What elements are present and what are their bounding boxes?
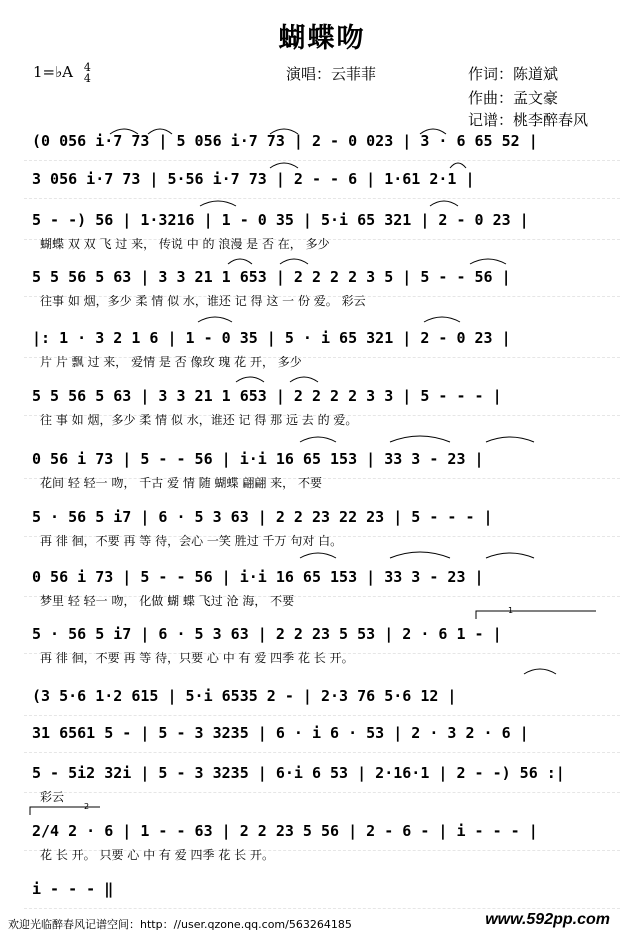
singer-credit: 演唱：云菲菲 bbox=[286, 65, 377, 83]
notation-row: 5 5 56 5 63 | 3 3 21 1 653 | 2 2 2 2 3 3 | 5 - - - | bbox=[32, 387, 502, 405]
row-guide bbox=[24, 160, 620, 161]
notation-row: 0 56 i 73 | 5 - - 56 | i·i 16 65 153 | 33 3 - 23 | bbox=[32, 568, 484, 586]
notation-row: 5 · 56 5 i7 | 6 · 5 3 63 | 2 2 23 22 23 | 5 - - - | bbox=[32, 508, 493, 526]
lyricist-credit: 作词：陈道斌 bbox=[468, 65, 559, 83]
notation-row: 0 56 i 73 | 5 - - 56 | i·i 16 65 153 | 33 3 - 23 | bbox=[32, 450, 484, 468]
lyric-row: 片 片 飘 过 来， 爱情 是 否 像玫 瑰 花 开， 多少 bbox=[40, 355, 302, 369]
row-guide bbox=[24, 752, 620, 753]
notation-row: 5 · 56 5 i7 | 6 · 5 3 63 | 2 2 23 5 53 | 2 · 6 1 - | bbox=[32, 625, 502, 643]
key-label: 1=♭A bbox=[33, 63, 74, 81]
row-guide bbox=[24, 715, 620, 716]
notation-row: (3 5·6 1·2 615 | 5·i 6535 2 - | 2·3 76 5·6 12 | bbox=[32, 687, 457, 705]
volta-1-label: 1 bbox=[508, 606, 514, 615]
composer-credit: 作曲：孟文豪 bbox=[468, 89, 559, 107]
lyric-row: 彩云 bbox=[40, 790, 65, 804]
lyric-row: 往事 如 烟，多少 柔 情 似 水，谁还 记 得 这 一 份 爱。 彩云 bbox=[40, 294, 366, 308]
time-numerator: 4 bbox=[83, 61, 91, 74]
lyric-row: 花间 轻 轻一 吻， 千古 爱 情 随 蝴蝶 翩翩 来， 不要 bbox=[40, 476, 322, 490]
notation-row: 31 6561 5 - | 5 - 3 3235 | 6 · i 6 · 53 | 2 · 3 2 · 6 | bbox=[32, 724, 529, 742]
transcriber-credit: 记谱：桃李醉春风 bbox=[468, 111, 589, 129]
lyric-row: 蝴蝶 双 双 飞 过 来， 传说 中 的 浪漫 是 否 在， 多少 bbox=[40, 237, 330, 251]
time-denominator: 4 bbox=[83, 72, 91, 85]
lyric-row: 往 事 如 烟，多少 柔 情 似 水，谁还 记 得 那 远 去 的 爱。 bbox=[40, 413, 358, 427]
row-guide bbox=[24, 908, 620, 909]
notation-row: 2/4 2 · 6 | 1 - - 63 | 2 2 23 5 56 | 2 - 6 - | i - - - | bbox=[32, 822, 538, 840]
lyric-row: 再 徘 徊，不要 再 等 待，会心 一笑 胜过 千万 句对 白。 bbox=[40, 534, 343, 548]
notation-row: (0 056 i·7 73 | 5 056 i·7 73 | 2 - 0 023 | 3 · 6 65 52 | bbox=[32, 132, 538, 150]
notation-row: 3 056 i·7 73 | 5·56 i·7 73 | 2 - - 6 | 1·61 2·1 | bbox=[32, 170, 475, 188]
notation-row: |: 1 · 3 2 1 6 | 1 - 0 35 | 5 · i 65 321 | 2 - 0 23 | bbox=[32, 329, 511, 347]
footer-text: 欢迎光临醉春风记谱空间：http：//user.qzone.qq.com/563264185 bbox=[8, 918, 352, 931]
row-guide bbox=[24, 792, 620, 793]
lyric-row: 花 长 开。 只要 心 中 有 爱 四季 花 长 开。 bbox=[40, 848, 274, 862]
notation-row: i - - - ‖ bbox=[32, 880, 114, 898]
notation-row: 5 5 56 5 63 | 3 3 21 1 653 | 2 2 2 2 3 5 | 5 - - 56 | bbox=[32, 268, 511, 286]
volta-2-label: 2 bbox=[84, 802, 90, 811]
song-title: 蝴蝶吻 bbox=[278, 23, 366, 54]
key-signature bbox=[33, 62, 91, 84]
notation-row: 5 - 5i2 32i | 5 - 3 3235 | 6·i 6 53 | 2·16·1 | 2 - -) 56 :| bbox=[32, 764, 565, 782]
row-guide bbox=[24, 198, 620, 199]
notation-row: 5 - -) 56 | 1·3216 | 1 - 0 35 | 5·i 65 321 | 2 - 0 23 | bbox=[32, 211, 529, 229]
lyric-row: 梦里 轻 轻一 吻， 化做 蝴 蝶 飞过 沧 海， 不要 bbox=[40, 594, 295, 608]
lyric-row: 再 徘 徊，不要 再 等 待，只要 心 中 有 爱 四季 花 长 开。 bbox=[40, 651, 354, 665]
time-signature bbox=[84, 62, 91, 84]
site-watermark[interactable]: www.592pp.com bbox=[485, 911, 610, 928]
